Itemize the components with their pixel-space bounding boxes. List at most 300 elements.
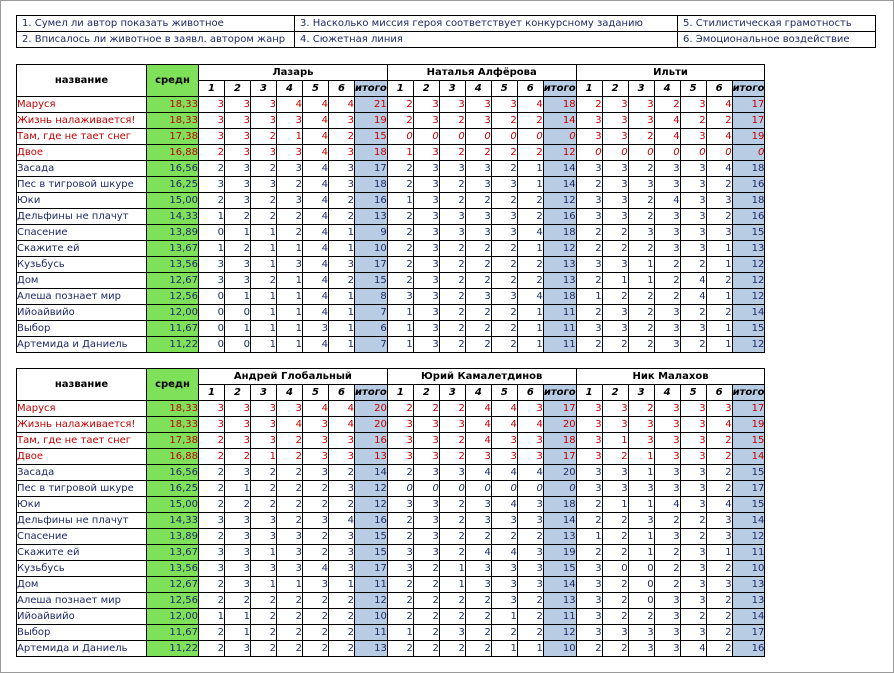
score-cell: 4 (277, 417, 303, 433)
score-cell: 1 (277, 241, 303, 257)
score-cell: 1 (251, 257, 277, 273)
score-cell: 3 (303, 433, 329, 449)
score-cell: 3 (251, 97, 277, 113)
score-cell: 3 (251, 401, 277, 417)
average-score: 14,33 (147, 513, 199, 529)
score-cell: 0 (199, 225, 225, 241)
score-cell: 2 (277, 625, 303, 641)
total-cell: 15 (732, 321, 765, 337)
score-cell: 2 (576, 497, 602, 513)
average-score: 17,38 (147, 129, 199, 145)
score-cell: 1 (329, 577, 355, 593)
total-cell: 17 (732, 625, 765, 641)
score-cell: 4 (303, 193, 329, 209)
score-cell: 2 (628, 401, 654, 417)
score-cell: 3 (387, 449, 413, 465)
score-cell: 3 (654, 625, 680, 641)
score-cell: 2 (199, 577, 225, 593)
criterion-number: 4 (465, 81, 491, 97)
score-cell: 2 (277, 225, 303, 241)
table-row (17, 97, 765, 113)
score-cell: 0 (387, 481, 413, 497)
score-cell: 3 (303, 465, 329, 481)
average-score: 13,89 (147, 529, 199, 545)
table-row (17, 561, 765, 577)
total-cell: 9 (355, 225, 388, 241)
score-cell: 3 (465, 209, 491, 225)
score-cell: 3 (706, 225, 732, 241)
score-cell: 2 (413, 561, 439, 577)
score-cell: 3 (517, 577, 543, 593)
score-cell: 4 (465, 545, 491, 561)
story-title: Дом (17, 577, 147, 593)
score-cell: 2 (491, 337, 517, 353)
score-cell: 4 (706, 497, 732, 513)
total-cell: 12 (732, 337, 765, 353)
score-cell: 3 (225, 193, 251, 209)
story-title: Алеша познает мир (17, 593, 147, 609)
score-cell: 2 (387, 273, 413, 289)
score-cell: 2 (387, 113, 413, 129)
score-cell: 2 (387, 465, 413, 481)
score-cell: 2 (199, 145, 225, 161)
score-cell: 2 (387, 609, 413, 625)
criterion-3: 3. Насколько миссия героя соответствует конкурсному заданию (295, 16, 678, 32)
score-cell: 2 (251, 593, 277, 609)
criterion-number: 6 (517, 385, 543, 401)
score-cell: 1 (199, 609, 225, 625)
total-cell: 18 (543, 225, 576, 241)
score-cell: 0 (602, 561, 628, 577)
score-cell: 3 (199, 129, 225, 145)
score-cell: 2 (680, 257, 706, 273)
total-cell: 19 (543, 545, 576, 561)
judge-name: Лазарь (199, 65, 388, 81)
score-cell: 3 (225, 561, 251, 577)
score-cell: 2 (517, 113, 543, 129)
score-cell: 4 (654, 113, 680, 129)
criterion-number: 5 (303, 385, 329, 401)
score-cell: 1 (706, 241, 732, 257)
score-cell: 4 (303, 145, 329, 161)
score-cell: 2 (517, 193, 543, 209)
score-cell: 2 (413, 641, 439, 657)
score-cell: 1 (706, 337, 732, 353)
score-cell: 3 (277, 145, 303, 161)
score-cell: 2 (706, 561, 732, 577)
score-cell: 4 (706, 97, 732, 113)
score-cell: 3 (680, 161, 706, 177)
score-cell: 1 (602, 433, 628, 449)
story-title: Двое (17, 449, 147, 465)
score-cell: 1 (628, 529, 654, 545)
score-cell: 1 (706, 545, 732, 561)
score-cell: 2 (465, 625, 491, 641)
score-cell: 2 (439, 305, 465, 321)
score-cell: 1 (517, 177, 543, 193)
score-cell: 3 (413, 193, 439, 209)
score-cell: 2 (199, 161, 225, 177)
average-score: 18,33 (147, 113, 199, 129)
criterion-number: 1 (387, 81, 413, 97)
total-cell: 20 (355, 417, 388, 433)
table-row (17, 417, 765, 433)
score-cell: 2 (277, 449, 303, 465)
score-cell: 0 (517, 129, 543, 145)
score-cell: 1 (251, 305, 277, 321)
score-cell: 2 (413, 593, 439, 609)
score-cell: 3 (225, 641, 251, 657)
score-cell: 4 (329, 401, 355, 417)
score-cell: 2 (439, 193, 465, 209)
score-cell: 2 (329, 641, 355, 657)
score-cell: 2 (303, 545, 329, 561)
score-cell: 2 (576, 513, 602, 529)
story-title: Маруся (17, 401, 147, 417)
total-cell: 16 (732, 209, 765, 225)
score-cell: 1 (517, 305, 543, 321)
score-cell: 1 (225, 609, 251, 625)
average-score: 12,56 (147, 593, 199, 609)
score-cell: 2 (465, 321, 491, 337)
total-cell: 12 (355, 497, 388, 513)
total-cell: 15 (355, 273, 388, 289)
score-cell: 4 (303, 113, 329, 129)
score-cell: 3 (329, 257, 355, 273)
score-cell: 2 (602, 529, 628, 545)
score-cell: 1 (225, 225, 251, 241)
score-cell: 3 (706, 529, 732, 545)
total-cell: 12 (543, 145, 576, 161)
score-cell: 2 (387, 209, 413, 225)
total-cell: 18 (732, 193, 765, 209)
total-cell: 15 (732, 225, 765, 241)
score-cell: 1 (628, 449, 654, 465)
score-cell: 2 (706, 593, 732, 609)
total-cell: 20 (355, 401, 388, 417)
total-cell: 19 (732, 129, 765, 145)
table-row (17, 321, 765, 337)
total-cell: 10 (732, 561, 765, 577)
score-cell: 2 (251, 497, 277, 513)
score-cell: 2 (628, 241, 654, 257)
score-cell: 2 (251, 465, 277, 481)
column-header-name: название (17, 369, 147, 401)
score-cell: 2 (199, 193, 225, 209)
score-cell: 1 (251, 225, 277, 241)
score-cell: 4 (680, 289, 706, 305)
score-cell: 3 (465, 449, 491, 465)
score-cell: 3 (628, 113, 654, 129)
score-cell: 3 (413, 273, 439, 289)
score-cell: 4 (303, 401, 329, 417)
total-cell: 17 (355, 257, 388, 273)
score-cell: 0 (413, 129, 439, 145)
score-cell: 4 (303, 241, 329, 257)
score-cell: 4 (491, 545, 517, 561)
score-cell: 2 (465, 273, 491, 289)
score-cell: 2 (517, 625, 543, 641)
story-title: Спасение (17, 529, 147, 545)
score-cell: 4 (680, 273, 706, 289)
criterion-number: 2 (602, 81, 628, 97)
score-cell: 3 (439, 225, 465, 241)
score-cell: 2 (277, 177, 303, 193)
score-cell: 3 (576, 609, 602, 625)
table-row (17, 161, 765, 177)
score-cell: 3 (465, 97, 491, 113)
score-cell: 3 (491, 209, 517, 225)
score-cell: 2 (654, 97, 680, 113)
score-cell: 3 (303, 513, 329, 529)
score-cell: 2 (387, 593, 413, 609)
score-cell: 2 (439, 593, 465, 609)
score-cell: 3 (387, 561, 413, 577)
score-cell: 3 (654, 433, 680, 449)
score-cell: 0 (628, 561, 654, 577)
score-cell: 3 (628, 225, 654, 241)
score-cell: 1 (251, 545, 277, 561)
score-cell: 3 (225, 545, 251, 561)
score-cell: 2 (602, 577, 628, 593)
column-header-name: название (17, 65, 147, 97)
average-score: 11,67 (147, 625, 199, 641)
score-cell: 2 (491, 241, 517, 257)
total-cell: 15 (355, 529, 388, 545)
average-score: 12,67 (147, 577, 199, 593)
total-cell: 14 (543, 577, 576, 593)
score-cell: 2 (387, 401, 413, 417)
score-cell: 3 (413, 465, 439, 481)
score-cell: 3 (680, 497, 706, 513)
score-cell: 3 (602, 161, 628, 177)
score-cell: 2 (387, 97, 413, 113)
total-cell: 12 (543, 625, 576, 641)
score-cell: 2 (199, 593, 225, 609)
score-cell: 2 (576, 305, 602, 321)
score-cell: 3 (654, 337, 680, 353)
score-cell: 3 (413, 529, 439, 545)
story-title: Алеша познает мир (17, 289, 147, 305)
score-cell: 1 (628, 545, 654, 561)
score-cell: 3 (277, 561, 303, 577)
score-cell: 2 (251, 129, 277, 145)
total-cell: 12 (732, 273, 765, 289)
score-cell: 3 (329, 449, 355, 465)
score-cell: 2 (680, 609, 706, 625)
score-cell: 3 (329, 545, 355, 561)
table-row (17, 449, 765, 465)
score-cell: 3 (387, 433, 413, 449)
scores-table-2 (16, 368, 765, 657)
score-cell: 3 (576, 593, 602, 609)
criterion-number: 5 (303, 81, 329, 97)
total-cell: 16 (355, 513, 388, 529)
total-cell: 8 (355, 289, 388, 305)
score-cell: 2 (277, 481, 303, 497)
score-cell: 3 (576, 193, 602, 209)
criterion-number: 3 (251, 385, 277, 401)
score-cell: 3 (680, 401, 706, 417)
score-cell: 2 (329, 609, 355, 625)
score-cell: 2 (199, 481, 225, 497)
total-cell: 10 (355, 609, 388, 625)
total-cell: 7 (355, 337, 388, 353)
score-cell: 4 (329, 97, 355, 113)
score-cell: 3 (654, 465, 680, 481)
score-cell: 2 (439, 337, 465, 353)
score-cell: 3 (277, 401, 303, 417)
score-cell: 3 (576, 129, 602, 145)
score-cell: 0 (628, 593, 654, 609)
total-cell: 12 (732, 257, 765, 273)
score-cell: 3 (602, 481, 628, 497)
table-row (17, 609, 765, 625)
score-cell: 2 (517, 209, 543, 225)
criterion-number: 2 (225, 385, 251, 401)
total-cell: 13 (543, 529, 576, 545)
score-cell: 3 (602, 193, 628, 209)
score-cell: 1 (628, 497, 654, 513)
average-score: 13,56 (147, 257, 199, 273)
score-cell: 2 (439, 273, 465, 289)
score-cell: 2 (491, 305, 517, 321)
score-cell: 3 (387, 417, 413, 433)
average-score: 18,33 (147, 97, 199, 113)
score-cell: 4 (303, 161, 329, 177)
score-cell: 2 (251, 193, 277, 209)
score-cell: 3 (517, 545, 543, 561)
score-cell: 4 (303, 177, 329, 193)
score-cell: 3 (413, 417, 439, 433)
score-cell: 3 (465, 177, 491, 193)
score-cell: 3 (491, 513, 517, 529)
score-cell: 3 (413, 241, 439, 257)
score-cell: 1 (277, 305, 303, 321)
score-cell: 2 (225, 241, 251, 257)
score-cell: 1 (628, 257, 654, 273)
average-score: 16,25 (147, 481, 199, 497)
score-cell: 0 (225, 305, 251, 321)
score-cell: 2 (706, 449, 732, 465)
score-cell: 2 (439, 321, 465, 337)
score-cell: 3 (303, 449, 329, 465)
score-cell: 1 (329, 225, 355, 241)
average-score: 13,89 (147, 225, 199, 241)
score-cell: 3 (225, 577, 251, 593)
score-cell: 3 (576, 449, 602, 465)
score-cell: 3 (439, 465, 465, 481)
score-cell: 3 (602, 129, 628, 145)
score-cell: 2 (654, 561, 680, 577)
average-score: 17,38 (147, 433, 199, 449)
score-cell: 2 (439, 641, 465, 657)
score-cell: 3 (576, 561, 602, 577)
score-cell: 0 (413, 481, 439, 497)
total-cell: 14 (732, 305, 765, 321)
score-cell: 2 (303, 497, 329, 513)
total-cell: 12 (732, 289, 765, 305)
total-cell: 14 (543, 177, 576, 193)
score-cell: 2 (439, 145, 465, 161)
score-cell: 3 (491, 593, 517, 609)
score-cell: 3 (654, 241, 680, 257)
total-cell: 13 (732, 593, 765, 609)
score-cell: 2 (654, 273, 680, 289)
score-cell: 2 (465, 305, 491, 321)
score-cell: 2 (628, 337, 654, 353)
criterion-number: 1 (387, 385, 413, 401)
score-cell: 1 (439, 577, 465, 593)
total-cell: 14 (732, 513, 765, 529)
score-cell: 2 (517, 257, 543, 273)
score-cell: 2 (654, 545, 680, 561)
score-cell: 3 (329, 433, 355, 449)
score-cell: 1 (225, 625, 251, 641)
total-header: итого (732, 385, 765, 401)
score-cell: 3 (680, 97, 706, 113)
score-cell: 2 (602, 225, 628, 241)
criterion-number: 5 (491, 81, 517, 97)
score-cell: 3 (225, 401, 251, 417)
table-row (17, 257, 765, 273)
score-cell: 3 (439, 161, 465, 177)
score-cell: 3 (277, 545, 303, 561)
score-cell: 4 (706, 417, 732, 433)
score-cell: 2 (199, 625, 225, 641)
criterion-number: 3 (439, 81, 465, 97)
total-cell: 18 (732, 161, 765, 177)
score-cell: 3 (251, 433, 277, 449)
score-cell: 3 (602, 209, 628, 225)
score-cell: 3 (628, 625, 654, 641)
total-cell: 11 (355, 625, 388, 641)
score-cell: 3 (199, 257, 225, 273)
score-cell: 3 (706, 513, 732, 529)
score-cell: 4 (303, 97, 329, 113)
total-cell: 11 (543, 337, 576, 353)
score-cell: 3 (491, 177, 517, 193)
score-cell: 2 (251, 209, 277, 225)
score-cell: 3 (413, 225, 439, 241)
score-cell: 4 (680, 641, 706, 657)
score-cell: 4 (517, 225, 543, 241)
table-row (17, 289, 765, 305)
score-cell: 2 (491, 145, 517, 161)
total-header: итого (543, 81, 576, 97)
table-row (17, 177, 765, 193)
score-cell: 2 (680, 513, 706, 529)
score-cell: 1 (387, 625, 413, 641)
criterion-number: 3 (628, 385, 654, 401)
score-cell: 2 (439, 433, 465, 449)
total-cell: 15 (543, 561, 576, 577)
score-cell: 2 (576, 337, 602, 353)
score-cell: 3 (387, 289, 413, 305)
score-cell: 4 (303, 305, 329, 321)
story-title: Дельфины не плачут (17, 513, 147, 529)
story-title: Дельфины не плачут (17, 209, 147, 225)
criterion-number: 3 (439, 385, 465, 401)
criterion-number: 3 (628, 81, 654, 97)
scores-table-1 (16, 64, 765, 353)
score-cell: 3 (576, 465, 602, 481)
score-cell: 2 (465, 529, 491, 545)
score-cell: 3 (251, 513, 277, 529)
total-cell: 13 (355, 209, 388, 225)
score-cell: 2 (576, 273, 602, 289)
score-cell: 2 (706, 465, 732, 481)
